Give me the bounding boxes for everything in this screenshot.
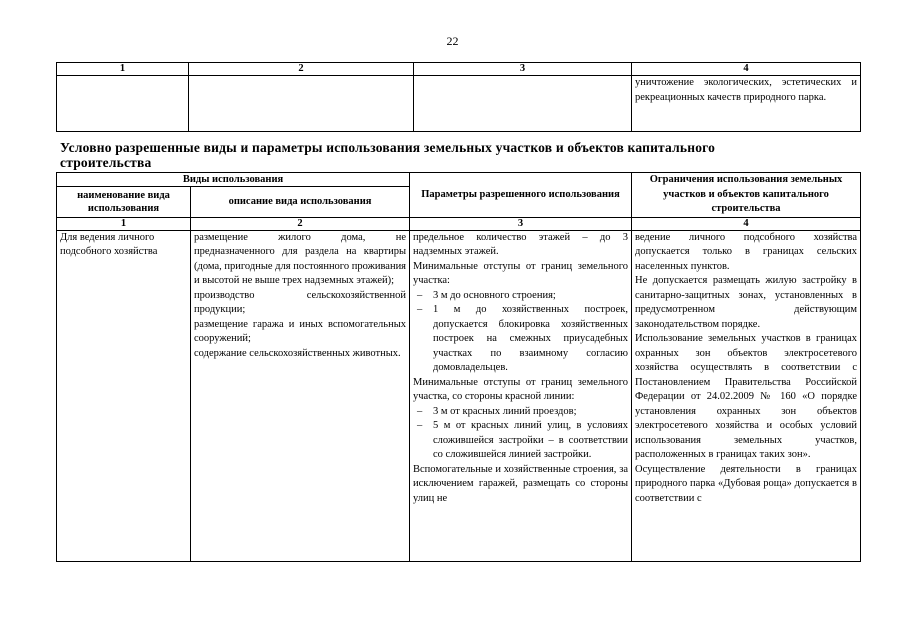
restriction-text: Не допускается размещать жилую застройку в санитарно-защитных зонах, установленных в предусмотренном действующим законодательством порядке. bbox=[635, 275, 858, 330]
restriction-text: Осуществление деятельности в границах природного парка «Дубовая роща» допускается в соответствии с bbox=[635, 463, 858, 504]
list-item: – 3 м от красных линий проездов; bbox=[413, 405, 628, 420]
parameter-text: Минимальные отступы от границ земельного участка: bbox=[413, 260, 629, 286]
column-number: 2 bbox=[189, 63, 414, 76]
list-item: – 1 м до хозяйственных построек, допускается блокировка хозяйственных построек на смежных приусадебных участках по взаимному согласию домовладельцев. bbox=[413, 303, 628, 376]
use-name-cell bbox=[57, 230, 191, 561]
table-cell bbox=[414, 76, 632, 132]
continuation-table bbox=[56, 62, 861, 132]
table-cell bbox=[189, 76, 414, 132]
header-parameters: Параметры разрешенного использования bbox=[410, 173, 632, 218]
column-number: 3 bbox=[414, 63, 632, 76]
header-restrictions: Ограничения использования земельных участков и объектов капитального строительства bbox=[632, 173, 861, 218]
restrictions-cell bbox=[632, 230, 861, 561]
land-use-table bbox=[56, 172, 861, 562]
table-cell bbox=[57, 76, 189, 132]
column-number: 4 bbox=[632, 217, 861, 230]
description-item: размещение гаража и иных вспомогательных сооружений; bbox=[194, 318, 407, 344]
table-row bbox=[57, 230, 861, 561]
description-item: размещение жилого дома, не предназначенного для раздела на квартиры (дома, пригодные для постоянного проживания и высотой не выше трех надземных этажей); bbox=[194, 231, 407, 286]
section-title bbox=[60, 140, 860, 170]
column-number: 1 bbox=[57, 217, 191, 230]
header-row bbox=[57, 173, 861, 187]
table-row bbox=[57, 76, 861, 132]
column-number: 2 bbox=[191, 217, 410, 230]
header-use-name: наименование вида использования bbox=[57, 187, 191, 217]
column-number: 1 bbox=[57, 63, 189, 76]
list-item: – 5 м от красных линий улиц, в условиях сложившейся застройки – в соответствии со сложившейся линией застройки. bbox=[413, 419, 628, 463]
column-number: 3 bbox=[410, 217, 632, 230]
use-name: Для ведения личного подсобного хозяйства bbox=[60, 231, 158, 257]
description-item: содержание сельскохозяйственных животных. bbox=[194, 347, 401, 359]
parameter-text: предельное количество этажей – до 3 надземных этажей. bbox=[413, 231, 629, 257]
description-item: производство сельскохозяйственной продукции; bbox=[194, 289, 407, 315]
parameters-cell bbox=[410, 230, 632, 561]
group-header: Виды использования bbox=[57, 173, 410, 187]
list-item: – 3 м до основного строения; bbox=[413, 289, 628, 304]
column-number: 4 bbox=[632, 63, 861, 76]
column-number-row bbox=[57, 63, 861, 76]
restriction-text: Использование земельных участков в границах охранных зон объектов электросетевого хозяйства осуществлять в соответствии с Постановлением Правительства Российской Федерации от 24.02.2009 № 160 «О порядке установления охранных зон объектов электросетевого хозяйства и особых условий использования земельных участков, расположенных в границах таких зон». bbox=[635, 333, 858, 460]
red-line-setback-list bbox=[413, 405, 628, 463]
restriction-text: ведение личного подсобного хозяйства допускается только в границах сельских населенных пунктов. bbox=[635, 231, 858, 272]
parameter-text: Вспомогательные и хозяйственные строения, за исключением гаражей, размещать со стороны улиц не bbox=[413, 463, 629, 504]
header-use-description: описание вида использования bbox=[191, 187, 410, 217]
page-number: 22 bbox=[446, 34, 459, 48]
setback-list bbox=[413, 289, 628, 376]
section-title-line: Условно разрешенные виды и параметры использования земельных участков и объектов капитального bbox=[60, 140, 716, 155]
column-number-row bbox=[57, 217, 861, 230]
section-title-line: строительства bbox=[60, 155, 152, 170]
table-cell: уничтожение экологических, эстетических и рекреационных качеств природного парка. bbox=[632, 76, 861, 132]
parameter-text: Минимальные отступы от границ земельного участка, со стороны красной линии: bbox=[413, 376, 629, 402]
use-description-cell bbox=[191, 230, 410, 561]
